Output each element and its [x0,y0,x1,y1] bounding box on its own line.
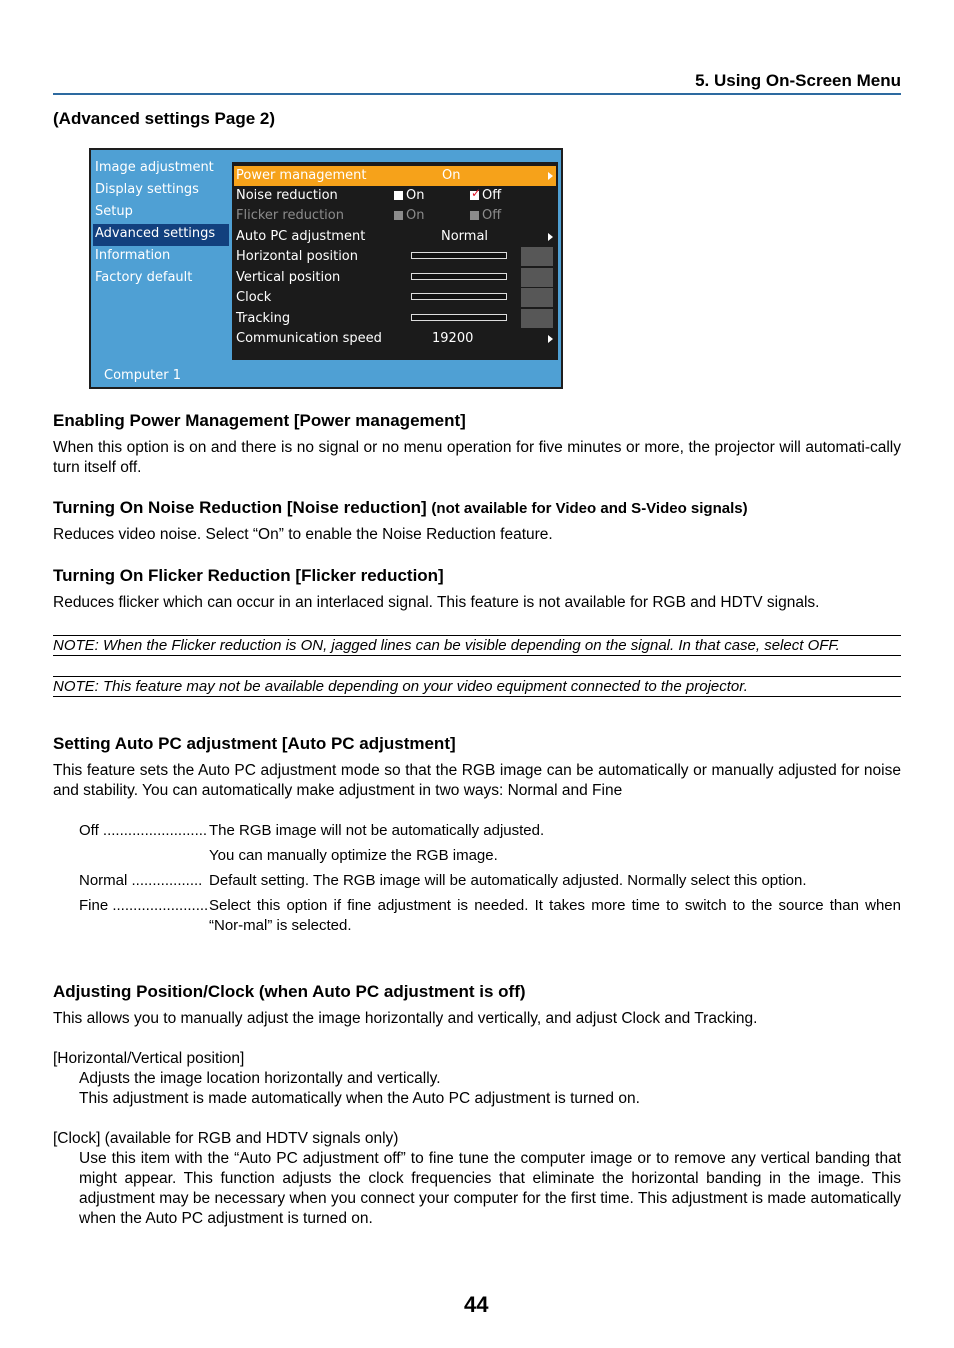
option-desc: The RGB image will not be automatically adjusted. [209,822,545,839]
radio-on [394,206,424,226]
text-flicker-reduction: Reduces flicker which can occur in an interlaced signal. This feature is not available for RGB and HDTV signals. [53,594,820,611]
text-hv-line2: This adjustment is made automatically when the Auto PC adjustment is turned on. [79,1090,640,1107]
osd-row-label: Auto PC adjustment [236,229,366,244]
osd-menu-image-adjustment[interactable]: Image adjustment [95,160,214,175]
osd-menu-screenshot [89,148,563,389]
radio-label: On [406,188,425,203]
osd-source-footer: Computer 1 [104,368,182,383]
osd-row-value: 19200 [432,331,474,346]
osd-row-power-management[interactable] [234,166,556,186]
osd-row-communication-speed[interactable] [234,329,556,349]
osd-row-auto-pc-adjustment[interactable] [234,227,556,247]
osd-row-value: On [442,168,461,183]
heading-auto-pc-adjustment: Setting Auto PC adjustment [Auto PC adjustment] [53,734,456,753]
radio-label: Off [482,188,502,203]
osd-row-label: Horizontal position [236,249,359,264]
heading-power-management: Enabling Power Management [Power management] [53,411,466,430]
slider-value-box [521,247,553,266]
label-hv-position: [Horizontal/Vertical position] [53,1050,245,1067]
text-power-management: When this option is on and there is no signal or no menu operation for five minutes or more, the projector will automati-cally turn itself off. [53,439,901,476]
arrow-right-icon [548,335,553,343]
text-position-clock: This allows you to manually adjust the image horizontally and vertically, and adjust Clock and Tracking. [53,1010,758,1027]
osd-row-noise-reduction[interactable] [234,186,556,206]
arrow-right-icon [548,233,553,241]
note-equipment: NOTE: This feature may not be available depending on your video equipment connected to the projector. [53,676,901,697]
text-hv-line1: Adjusts the image location horizontally and vertically. [79,1070,441,1087]
page-number: 44 [464,1292,489,1317]
osd-row-label: Flicker reduction [236,208,344,223]
osd-left-menu [93,158,229,290]
osd-menu-information[interactable]: Information [95,248,171,263]
osd-menu-advanced-settings[interactable]: Advanced settings [93,224,229,246]
option-name: Fine ....................... [79,897,209,914]
option-name: Normal ................. [79,872,203,889]
option-desc: Select this option if fine adjustment is needed. It takes more time to switch to the source than when “Nor-mal” is selected. [209,897,901,934]
text-auto-pc-adjustment: This feature sets the Auto PC adjustment mode so that the RGB image can be automatically or manually adjusted for noise and stability. You can automatically make adjustment in two ways: Normal and Fine [53,762,901,799]
osd-menu-display-settings[interactable]: Display settings [95,182,199,197]
slider-track[interactable] [411,293,507,300]
slider-track[interactable] [411,252,507,259]
section-caption: (Advanced settings Page 2) [53,109,276,128]
osd-row-vertical-position[interactable] [234,268,556,288]
osd-row-label: Communication speed [236,331,382,346]
label-clock: [Clock] (available for RGB and HDTV signals only) [53,1130,399,1147]
radio-box-icon [394,191,403,200]
option-desc: You can manually optimize the RGB image. [209,847,498,864]
osd-row-horizontal-position[interactable] [234,247,556,267]
osd-row-label: Vertical position [236,270,341,285]
slider-value-box [521,268,553,287]
heading-noise-reduction [53,498,748,518]
osd-menu-factory-default[interactable]: Factory default [95,270,193,285]
radio-box-icon [470,211,479,220]
heading-text: Turning On Noise Reduction [Noise reduction] [53,498,427,517]
option-name: Off ......................... [79,822,208,839]
radio-label: Off [482,208,502,223]
osd-row-label: Tracking [236,311,291,326]
slider-track[interactable] [411,314,507,321]
osd-row-value: Normal [441,229,489,244]
radio-on[interactable] [394,186,424,206]
osd-row-flicker-reduction [234,206,556,226]
chapter-title: 5. Using On-Screen Menu [695,71,901,90]
slider-value-box [521,288,553,307]
radio-label: On [406,208,425,223]
osd-menu-setup[interactable]: Setup [95,204,133,219]
text-noise-reduction: Reduces video noise. Select “On” to enable the Noise Reduction feature. [53,526,553,543]
note-flicker-jagged: NOTE: When the Flicker reduction is ON, jagged lines can be visible depending on the signal. In that case, select OFF. [53,635,901,656]
osd-row-label: Clock [236,290,272,305]
osd-row-label: Power management [236,168,367,183]
slider-value-box [521,309,553,328]
radio-box-icon [470,186,482,200]
osd-row-tracking[interactable] [234,309,556,329]
header-rule [53,93,901,95]
osd-row-clock[interactable] [234,288,556,308]
text-clock: Use this item with the “Auto PC adjustment off” to fine tune the computer image or to remove any vertical banding that might appear. This function adjusts the clock frequencies that eliminate the horizontal banding in the image. This adjustment may be necessary when you connect your computer for the first time. This adjustment is made automatically when the Auto PC adjustment is turned on. [79,1150,901,1227]
slider-track[interactable] [411,273,507,280]
checkmark-icon: ✓ [471,186,482,200]
heading-position-clock: Adjusting Position/Clock (when Auto PC adjustment is off) [53,982,526,1001]
option-desc: Default setting. The RGB image will be automatically adjusted. Normally select this option. [209,872,807,889]
radio-off-selected[interactable] [470,186,501,206]
osd-row-label: Noise reduction [236,188,338,203]
osd-settings-panel [232,162,558,360]
radio-box-icon [394,211,403,220]
heading-flicker-reduction: Turning On Flicker Reduction [Flicker reduction] [53,566,444,585]
heading-note: (not available for Video and S-Video signals) [431,500,748,517]
radio-off [470,206,501,226]
arrow-right-icon [548,172,553,180]
